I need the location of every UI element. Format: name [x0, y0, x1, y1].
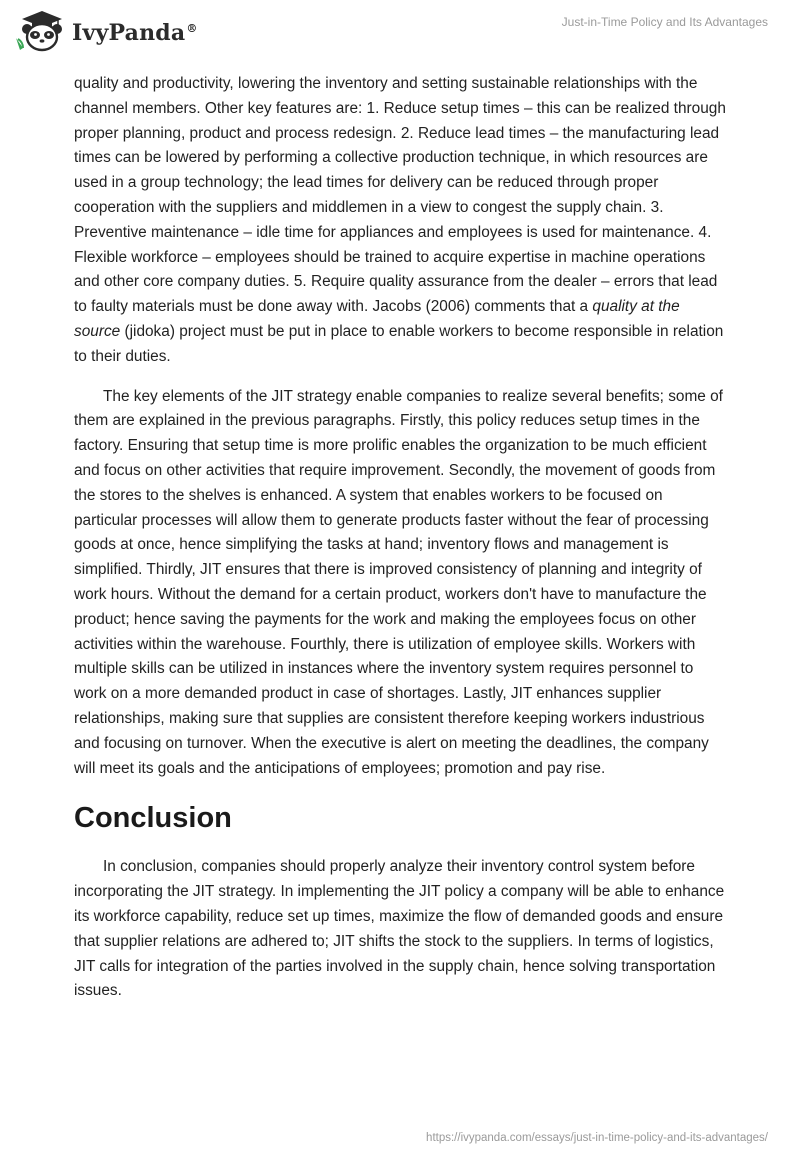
- essay-content: [74, 72, 726, 1004]
- page-header: [0, 0, 800, 70]
- logo-wordmark: IvyPanda®: [72, 20, 198, 46]
- paragraph-text: quality and productivity, lowering the inventory and setting sustainable relationships with the channel members. Other key features are: 1. Reduce setup times – this can be realized through proper planning, product and process redesign. 2. Reduce lead times – the manufacturing lead times can be lowered by performing a collective production technique, in which resources are used in a group technology; the lead times for delivery can be reduced through proper cooperation with the suppliers and middlemen in a view to congest the supply chain. 3. Preventive maintenance – idle time for appliances and employees is used for maintenance. 4. Flexible workforce – employees should be trained to acquire expertise in machine operations and other core company duties. 5. Require quality assurance from the dealer – errors that lead to faulty materials must be done away with. Jacobs (2006) comments that a: [74, 75, 726, 316]
- source-url[interactable]: https://ivypanda.com/essays/just-in-time-policy-and-its-advantages/: [426, 1132, 768, 1144]
- paragraph-key-features: [74, 72, 726, 370]
- emphasis-text: quality at the source: [74, 298, 680, 340]
- paragraph-conclusion: In conclusion, companies should properly analyze their inventory control system before incorporating the JIT strategy. In implementing the JIT policy a company will be able to enhance its workforce capability, reduce set up times, maximize the flow of demanded goods and ensure that supplier relations are adhered to; JIT shifts the stock to the suppliers. In terms of logistics, JIT calls for integration of the parties involved in the supply chain, hence solving transportation issues.: [74, 858, 725, 1000]
- paragraph-benefits: The key elements of the JIT strategy enable companies to realize several benefits; some of them are explained in the previous paragraphs. Firstly, this policy reduces setup times in the factory. Ensuring that setup time is more prolific enables the organization to be much efficient and focus on other activities that require improvement. Secondly, the movement of goods from the stores to the shelves is enhanced. A system that enables workers to be focused on particular processes will allow them to generate products faster without the fear of processing goods at once, hence simplifying the tasks at hand; inventory flows and management is simplified. Thirdly, JIT ensures that there is improved consistency of planning and integrity of work hours. Without the demand for a certain product, workers don't have to manufacture the product; hence saving the payments for the work and making the employees focus on other activities within the warehouse. Fourthly, there is utilization of employee skills. Workers with multiple skills can be utilized in instances where the inventory system requires personnel to work on a more demanded product in case of shortages. Lastly, JIT enhances supplier relationships, making sure that supplies are consistent therefore keeping workers industrious and focusing on turnover. When the executive is alert on meeting the deadlines, the company will meet its goals and the anticipations of employees; promotion and pay rise.: [74, 387, 723, 777]
- panda-graduate-icon: [14, 8, 66, 54]
- paragraph-text: (jidoka) project must be put in place to enable workers to become responsible in relation to their duties.: [74, 322, 724, 365]
- ivypanda-logo[interactable]: [14, 8, 198, 54]
- document-title: Just-in-Time Policy and Its Advantages: [561, 15, 768, 29]
- section-heading-conclusion: Conclusion: [74, 802, 232, 835]
